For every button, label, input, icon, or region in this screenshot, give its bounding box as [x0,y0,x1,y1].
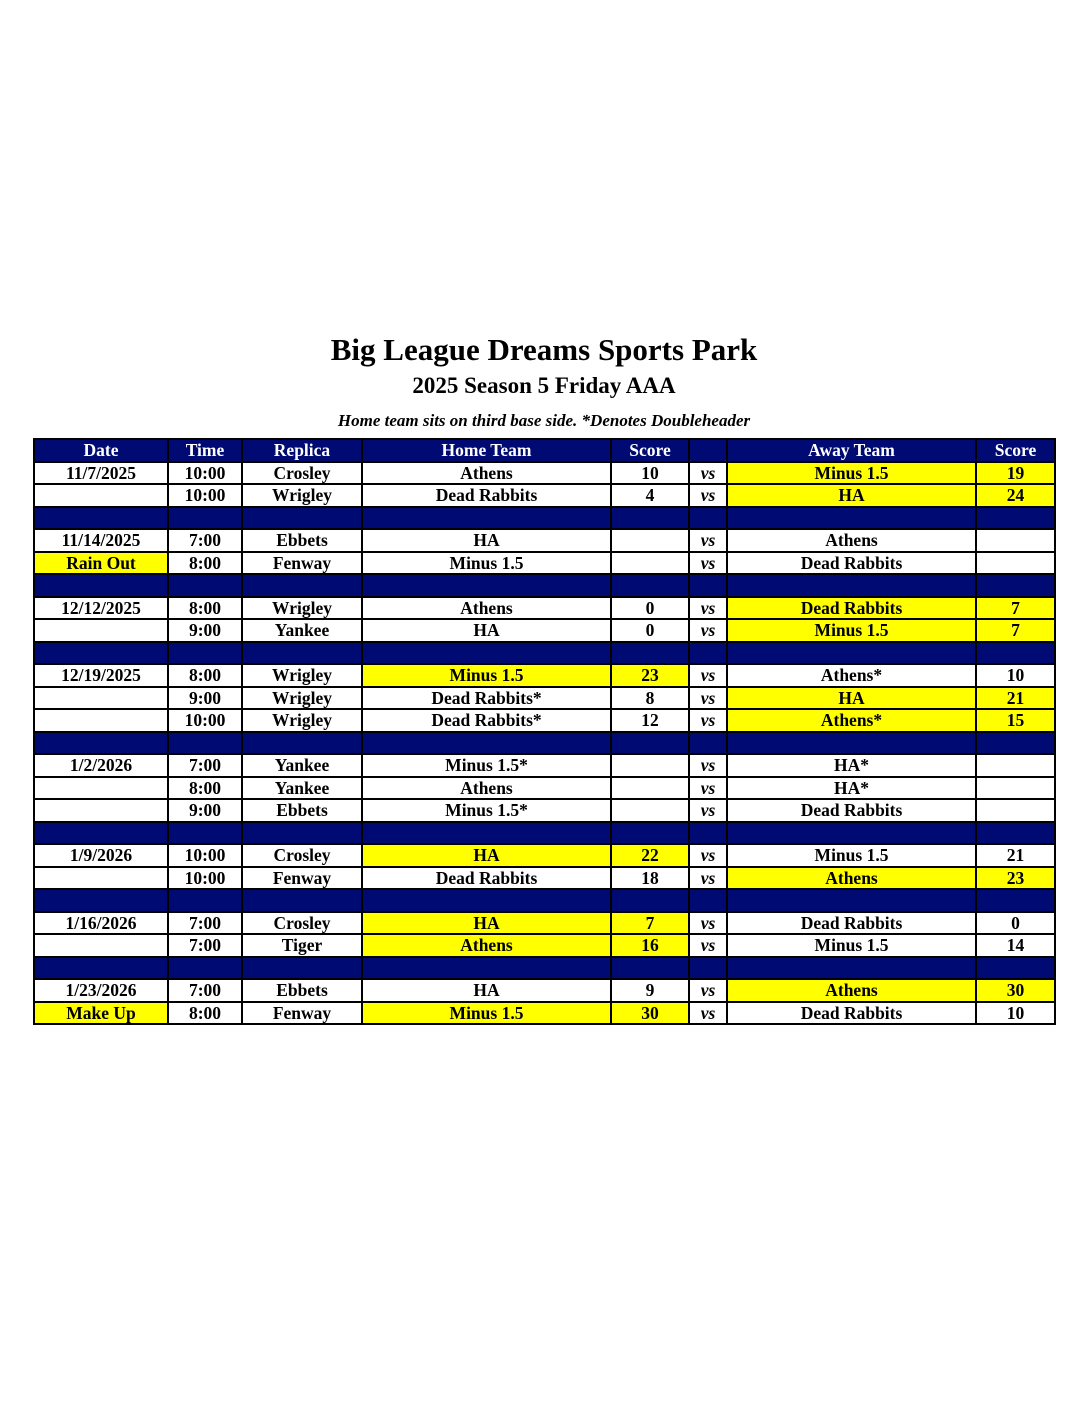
away-team-cell: Dead Rabbits [727,912,976,935]
game-row [34,529,1055,552]
replica-cell: Wrigley [242,664,362,687]
vs-cell: vs [689,934,727,957]
away-score-cell: 24 [976,484,1055,507]
separator-cell [689,507,727,530]
separator-cell [611,507,689,530]
separator-cell [168,822,242,845]
date-cell [34,687,168,710]
date-cell: 11/14/2025 [34,529,168,552]
home-score-cell: 10 [611,462,689,485]
away-score-cell [976,552,1055,575]
vs-cell: vs [689,664,727,687]
away-score-cell: 21 [976,844,1055,867]
away-team-cell: Dead Rabbits [727,799,976,822]
time-cell: 8:00 [168,597,242,620]
replica-cell: Tiger [242,934,362,957]
home-team-cell: Minus 1.5 [362,664,611,687]
separator-cell [362,822,611,845]
home-score-cell [611,777,689,800]
home-score-cell: 30 [611,1002,689,1025]
away-score-cell: 10 [976,664,1055,687]
separator-cell [611,822,689,845]
game-row [34,687,1055,710]
game-row [34,754,1055,777]
replica-cell: Yankee [242,754,362,777]
separator-cell [689,574,727,597]
home-score-cell: 18 [611,867,689,890]
date-cell: 1/16/2026 [34,912,168,935]
vs-cell: vs [689,529,727,552]
week-separator-row [34,574,1055,597]
away-team-cell: HA [727,687,976,710]
away-score-cell [976,777,1055,800]
time-cell: 10:00 [168,462,242,485]
away-score-cell: 7 [976,597,1055,620]
game-row [34,844,1055,867]
game-row [34,1002,1055,1025]
vs-cell: vs [689,777,727,800]
separator-cell [976,822,1055,845]
time-cell: 10:00 [168,867,242,890]
time-cell: 7:00 [168,934,242,957]
away-team-cell: HA* [727,754,976,777]
home-score-cell: 9 [611,979,689,1002]
home-score-cell: 4 [611,484,689,507]
date-cell: 12/12/2025 [34,597,168,620]
separator-cell [34,957,168,980]
separator-cell [362,574,611,597]
vs-cell: vs [689,597,727,620]
vs-cell: vs [689,844,727,867]
separator-cell [34,732,168,755]
home-score-cell [611,754,689,777]
separator-cell [34,574,168,597]
date-cell [34,799,168,822]
page-title: Big League Dreams Sports Park [330,332,758,367]
table-header-row [34,439,1055,462]
separator-cell [168,642,242,665]
game-row [34,709,1055,732]
separator-cell [168,889,242,912]
vs-cell: vs [689,754,727,777]
away-team-cell: Athens [727,529,976,552]
away-team-cell: Minus 1.5 [727,934,976,957]
separator-cell [242,574,362,597]
home-score-cell: 23 [611,664,689,687]
game-row [34,979,1055,1002]
date-cell [34,777,168,800]
vs-cell: vs [689,552,727,575]
vs-cell: vs [689,799,727,822]
col-header-time: Time [168,439,242,462]
away-score-cell: 19 [976,462,1055,485]
schedule-body [34,462,1055,1025]
week-separator-row [34,507,1055,530]
replica-cell: Crosley [242,844,362,867]
replica-cell: Ebbets [242,799,362,822]
time-cell: 8:00 [168,777,242,800]
home-team-cell: Athens [362,934,611,957]
home-team-cell: Minus 1.5* [362,799,611,822]
time-cell: 10:00 [168,709,242,732]
separator-cell [976,889,1055,912]
replica-cell: Yankee [242,619,362,642]
date-cell: 1/23/2026 [34,979,168,1002]
replica-cell: Fenway [242,867,362,890]
separator-cell [611,889,689,912]
away-score-cell: 10 [976,1002,1055,1025]
away-score-cell: 23 [976,867,1055,890]
separator-cell [362,732,611,755]
home-team-cell: Athens [362,597,611,620]
page-subtitle: 2025 Season 5 Friday AAA [412,373,676,398]
separator-cell [242,889,362,912]
col-header-away-score: Score [976,439,1055,462]
home-team-cell: Athens [362,462,611,485]
separator-cell [34,889,168,912]
time-cell: 7:00 [168,754,242,777]
separator-cell [689,732,727,755]
replica-cell: Wrigley [242,597,362,620]
game-row [34,912,1055,935]
separator-cell [362,507,611,530]
away-score-cell [976,799,1055,822]
separator-cell [362,957,611,980]
col-header-home-score: Score [611,439,689,462]
game-row [34,867,1055,890]
away-team-cell: Dead Rabbits [727,597,976,620]
away-team-cell: Athens* [727,709,976,732]
replica-cell: Wrigley [242,687,362,710]
separator-cell [168,574,242,597]
home-team-cell: HA [362,529,611,552]
separator-cell [976,732,1055,755]
date-cell [34,484,168,507]
vs-cell: vs [689,619,727,642]
time-cell: 9:00 [168,799,242,822]
home-score-cell: 16 [611,934,689,957]
vs-cell: vs [689,912,727,935]
separator-cell [611,957,689,980]
time-cell: 10:00 [168,484,242,507]
away-team-cell: Minus 1.5 [727,619,976,642]
replica-cell: Crosley [242,912,362,935]
separator-cell [727,574,976,597]
home-team-cell: Dead Rabbits [362,867,611,890]
col-header-date: Date [34,439,168,462]
game-row [34,597,1055,620]
date-cell [34,867,168,890]
home-team-cell: HA [362,912,611,935]
away-team-cell: Athens [727,979,976,1002]
home-score-cell: 12 [611,709,689,732]
away-team-cell: Minus 1.5 [727,844,976,867]
home-team-cell: HA [362,844,611,867]
replica-cell: Wrigley [242,709,362,732]
time-cell: 7:00 [168,529,242,552]
home-score-cell: 0 [611,619,689,642]
replica-cell: Ebbets [242,979,362,1002]
separator-cell [689,822,727,845]
home-team-cell: Minus 1.5 [362,552,611,575]
date-cell: Rain Out [34,552,168,575]
away-team-cell: HA* [727,777,976,800]
separator-cell [34,507,168,530]
time-cell: 8:00 [168,1002,242,1025]
home-score-cell [611,529,689,552]
time-cell: 9:00 [168,687,242,710]
separator-cell [362,642,611,665]
separator-cell [611,642,689,665]
col-header-vs [689,439,727,462]
col-header-replica: Replica [242,439,362,462]
separator-cell [611,574,689,597]
separator-cell [976,957,1055,980]
time-cell: 7:00 [168,912,242,935]
away-score-cell: 0 [976,912,1055,935]
separator-cell [34,822,168,845]
vs-cell: vs [689,709,727,732]
col-header-home-team: Home Team [362,439,611,462]
home-score-cell: 22 [611,844,689,867]
replica-cell: Wrigley [242,484,362,507]
separator-cell [689,957,727,980]
time-cell: 8:00 [168,664,242,687]
time-cell: 9:00 [168,619,242,642]
vs-cell: vs [689,867,727,890]
replica-cell: Yankee [242,777,362,800]
away-team-cell: Athens [727,867,976,890]
away-team-cell: Dead Rabbits [727,1002,976,1025]
separator-cell [242,822,362,845]
separator-cell [168,732,242,755]
page-note: Home team sits on third base side. *Denotes Doubleheader [337,411,751,430]
replica-cell: Ebbets [242,529,362,552]
separator-cell [727,642,976,665]
separator-cell [727,732,976,755]
home-team-cell: Dead Rabbits [362,484,611,507]
away-score-cell: 14 [976,934,1055,957]
away-team-cell: Minus 1.5 [727,462,976,485]
home-team-cell: Athens [362,777,611,800]
separator-cell [976,642,1055,665]
separator-cell [362,889,611,912]
game-row [34,484,1055,507]
game-row [34,552,1055,575]
week-separator-row [34,642,1055,665]
vs-cell: vs [689,979,727,1002]
game-row [34,777,1055,800]
away-score-cell [976,529,1055,552]
home-team-cell: HA [362,619,611,642]
separator-cell [34,642,168,665]
separator-cell [168,957,242,980]
game-row [34,664,1055,687]
separator-cell [727,822,976,845]
home-score-cell: 7 [611,912,689,935]
date-cell: 12/19/2025 [34,664,168,687]
away-team-cell: Athens* [727,664,976,687]
date-cell [34,934,168,957]
date-cell [34,619,168,642]
away-score-cell: 7 [976,619,1055,642]
game-row [34,799,1055,822]
date-cell: 11/7/2025 [34,462,168,485]
date-cell [34,709,168,732]
separator-cell [242,642,362,665]
col-header-away-team: Away Team [727,439,976,462]
time-cell: 10:00 [168,844,242,867]
home-team-cell: HA [362,979,611,1002]
separator-cell [976,507,1055,530]
schedule-table [33,438,1056,1025]
vs-cell: vs [689,687,727,710]
away-score-cell: 21 [976,687,1055,710]
separator-cell [242,732,362,755]
separator-cell [976,574,1055,597]
separator-cell [727,889,976,912]
home-team-cell: Minus 1.5* [362,754,611,777]
away-team-cell: Dead Rabbits [727,552,976,575]
home-score-cell: 8 [611,687,689,710]
replica-cell: Fenway [242,1002,362,1025]
away-score-cell [976,754,1055,777]
home-team-cell: Dead Rabbits* [362,709,611,732]
separator-cell [727,507,976,530]
home-score-cell: 0 [611,597,689,620]
game-row [34,934,1055,957]
time-cell: 8:00 [168,552,242,575]
separator-cell [689,889,727,912]
home-team-cell: Minus 1.5 [362,1002,611,1025]
away-score-cell: 30 [976,979,1055,1002]
game-row [34,462,1055,485]
replica-cell: Crosley [242,462,362,485]
date-cell: 1/2/2026 [34,754,168,777]
away-score-cell: 15 [976,709,1055,732]
week-separator-row [34,957,1055,980]
separator-cell [168,507,242,530]
game-row [34,619,1055,642]
replica-cell: Fenway [242,552,362,575]
separator-cell [611,732,689,755]
vs-cell: vs [689,484,727,507]
separator-cell [689,642,727,665]
home-team-cell: Dead Rabbits* [362,687,611,710]
date-cell: Make Up [34,1002,168,1025]
week-separator-row [34,889,1055,912]
week-separator-row [34,822,1055,845]
separator-cell [242,507,362,530]
separator-cell [242,957,362,980]
vs-cell: vs [689,462,727,485]
home-score-cell [611,552,689,575]
time-cell: 7:00 [168,979,242,1002]
separator-cell [727,957,976,980]
week-separator-row [34,732,1055,755]
date-cell: 1/9/2026 [34,844,168,867]
away-team-cell: HA [727,484,976,507]
home-score-cell [611,799,689,822]
vs-cell: vs [689,1002,727,1025]
